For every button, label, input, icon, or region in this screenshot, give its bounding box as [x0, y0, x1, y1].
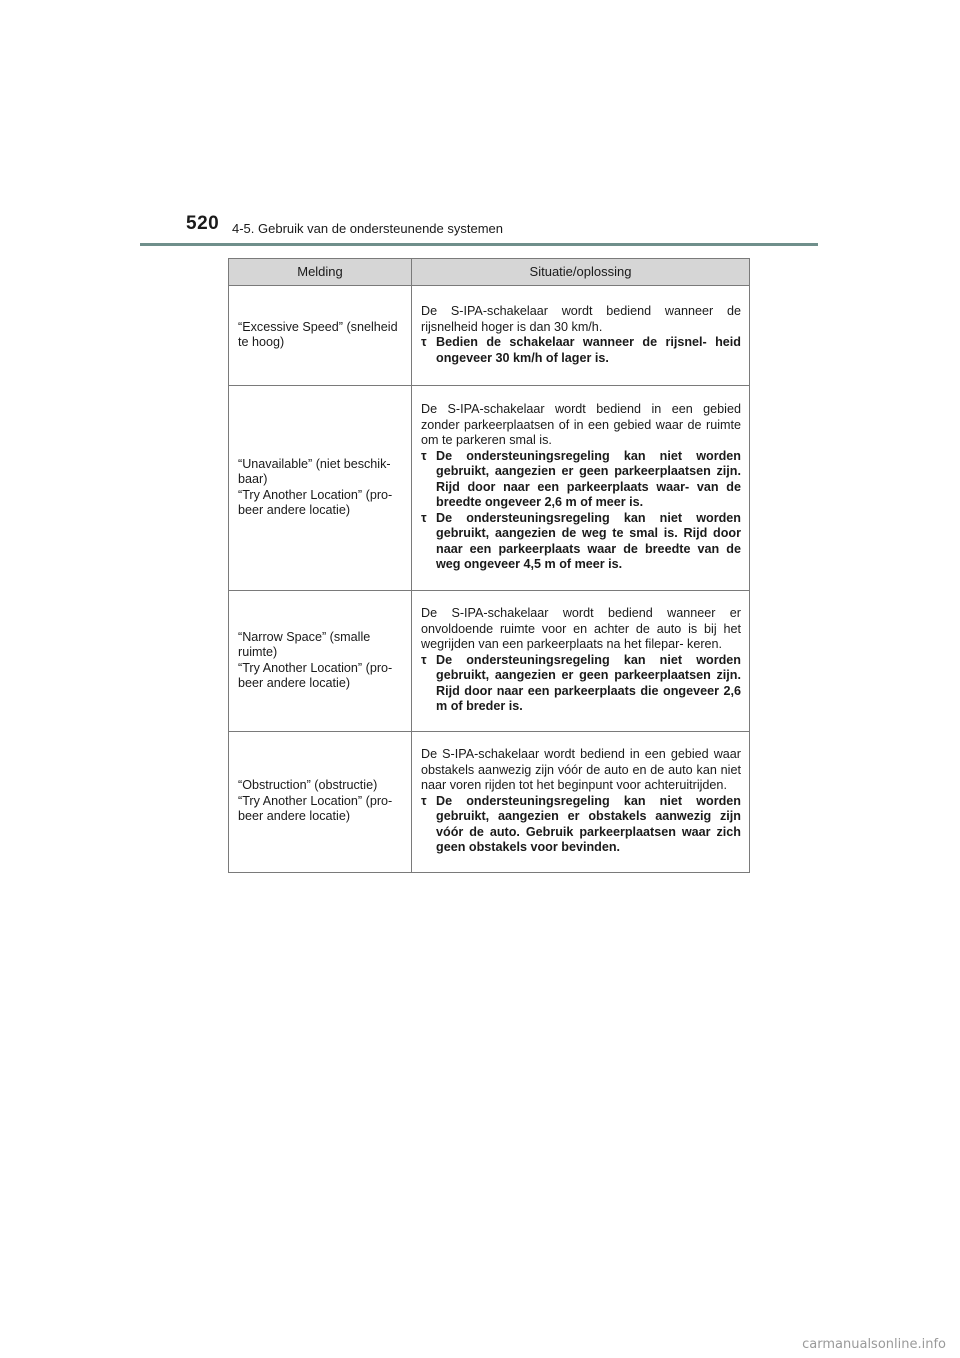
situation-cell	[412, 591, 750, 732]
solution-text: De ondersteuningsregeling kan niet worden gebruikt, aangezien er obstakels aanwezig zijn vóór de auto. Gebruik parkeerplaatsen waar zich geen obstakels voor bevinden.	[436, 793, 741, 855]
message-line: “Excessive Speed” (snelheid	[238, 319, 398, 334]
situation-cell	[412, 286, 750, 386]
message-table	[228, 258, 750, 873]
situation-cell	[412, 386, 750, 591]
message-cell	[229, 732, 412, 873]
solution-bullet	[421, 335, 741, 366]
solution-text: De ondersteuningsregeling kan niet worden gebruikt, aangezien de weg te smal is. Rijd door naar een parkeerplaats waar de breedte van de weg ongeveer 4,5 m of meer is.	[436, 510, 741, 572]
solution-bullet	[421, 511, 741, 573]
message-line: beer andere locatie)	[238, 809, 351, 824]
message-cell	[229, 386, 412, 591]
bullet-icon: τ	[421, 335, 427, 349]
bullet-icon: τ	[421, 793, 427, 808]
message-line: “Try Another Location” (pro-	[238, 793, 393, 808]
table-row	[229, 286, 750, 386]
message-line: baar)	[238, 472, 268, 486]
message-line: “Try Another Location” (pro-	[238, 487, 393, 502]
solution-bullet	[421, 794, 741, 856]
solution-text: De ondersteuningsregeling kan niet worden gebruikt, aangezien er geen parkeerplaatsen zijn. Rijd door naar een parkeerplaats waar- van de breedte ongeveer 2,6 m of meer is.	[436, 448, 741, 510]
bullet-icon: τ	[421, 448, 427, 463]
column-header-melding: Melding	[229, 259, 412, 286]
table-row	[229, 386, 750, 591]
column-header-situatie: Situatie/oplossing	[412, 259, 750, 286]
page-number: 520	[186, 213, 220, 234]
situation-text: De S-IPA-schakelaar wordt bediend in een gebied waar obstakels aanwezig zijn vóór de auto en de auto kan niet naar voren rijden tot het beginpunt voor achteruitrijden.	[421, 747, 741, 793]
header-rule	[140, 243, 818, 246]
bullet-icon: τ	[421, 510, 427, 525]
message-line: te hoog)	[238, 335, 285, 349]
bullet-icon: τ	[421, 652, 427, 667]
table-row	[229, 591, 750, 732]
table-row	[229, 732, 750, 873]
solution-text: De ondersteuningsregeling kan niet worden gebruikt, aangezien er geen parkeerplaatsen zijn. Rijd door naar een parkeerplaats die ongeveer 2,6 m of breder is.	[436, 652, 741, 714]
message-line: “Unavailable” (niet beschik-	[238, 456, 391, 471]
solution-text: Bedien de schakelaar wanneer de rijsnel- heid ongeveer 30 km/h of lager is.	[436, 335, 741, 365]
situation-text: De S-IPA-schakelaar wordt bediend in een gebied zonder parkeerplaatsen of in een gebied waar de ruimte om te parkeren smal is.	[421, 402, 741, 448]
solution-bullet	[421, 653, 741, 715]
table-header-row	[229, 259, 750, 286]
situation-text: De S-IPA-schakelaar wordt bediend wanneer de rijsnelheid hoger is dan 30 km/h.	[421, 304, 741, 334]
message-line: beer andere locatie)	[238, 676, 351, 690]
message-line: beer andere locatie)	[238, 503, 351, 517]
watermark: carmanualsonline.info	[802, 1337, 946, 1352]
section-title: 4-5. Gebruik van de ondersteunende systemen	[232, 221, 504, 236]
message-line: “Try Another Location” (pro-	[238, 660, 393, 675]
solution-bullet	[421, 449, 741, 511]
situation-text: De S-IPA-schakelaar wordt bediend wanneer er onvoldoende ruimte voor en achter de auto is bij het wegrijden van een parkeerplaats na het filepar- keren.	[421, 606, 741, 652]
message-cell	[229, 591, 412, 732]
situation-cell	[412, 732, 750, 873]
message-cell	[229, 286, 412, 386]
message-line: “Narrow Space” (smalle	[238, 629, 371, 644]
message-line: ruimte)	[238, 645, 278, 659]
message-line: “Obstruction” (obstructie)	[238, 778, 378, 793]
